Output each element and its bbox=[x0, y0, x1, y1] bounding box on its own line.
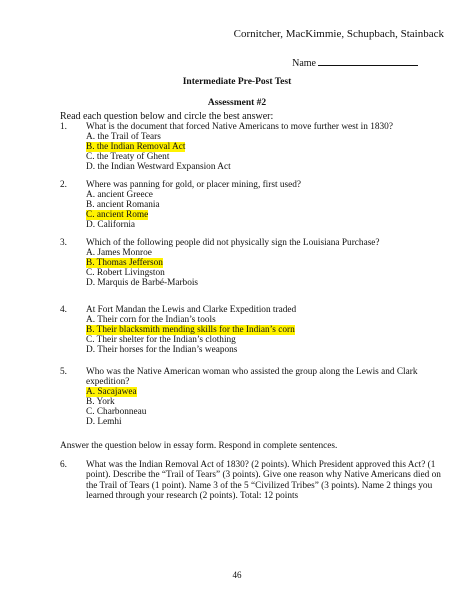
answer-option-d: D. Marquis de Barbé-Marbois bbox=[86, 278, 199, 288]
question-number: 4. bbox=[60, 305, 67, 315]
question-text: At Fort Mandan the Lewis and Clarke Expedition traded bbox=[86, 305, 297, 315]
question-text: Which of the following people did not physically sign the Louisiana Purchase? bbox=[86, 238, 380, 248]
answer-option-c-highlighted: C. ancient Rome bbox=[86, 210, 149, 220]
essay-line-4: learned through your research (2 points). Total: 12 points bbox=[86, 490, 299, 501]
answer-option-a: A. the Trail of Tears bbox=[86, 132, 161, 142]
question-text-line-2: expedition? bbox=[86, 377, 130, 387]
name-blank bbox=[318, 57, 418, 66]
essay-line-2: point). Describe the “Trail of Tears” (3 points). Give one reason why Native Americans died on bbox=[86, 470, 441, 481]
answer-option-b: B. ancient Romania bbox=[86, 200, 160, 210]
answer-option-c: C. the Treaty of Ghent bbox=[86, 152, 170, 162]
answer-option-c: C. Their shelter for the Indian’s clothing bbox=[86, 335, 236, 345]
answer-option-b: B. York bbox=[86, 397, 115, 407]
page-number: 46 bbox=[232, 570, 242, 580]
answer-option-a-highlighted: A. Sacajawea bbox=[86, 387, 137, 397]
answer-option-d: D. California bbox=[86, 220, 136, 230]
answer-option-d: D. Lemhi bbox=[86, 417, 122, 427]
essay-instructions: Answer the question below in essay form. Respond in complete sentences. bbox=[60, 441, 338, 451]
answer-option-c: C. Charbonneau bbox=[86, 407, 147, 417]
answer-option-d: D. the Indian Westward Expansion Act bbox=[86, 162, 231, 172]
assessment-subtitle: Assessment #2 bbox=[207, 98, 267, 108]
author-header: Cornitcher, MacKimmie, Schupbach, Stainback bbox=[233, 28, 444, 40]
question-number: 2. bbox=[60, 180, 67, 190]
answer-option-a: A. Their corn for the Indian’s tools bbox=[86, 315, 216, 325]
answer-option-c: C. Robert Livingston bbox=[86, 268, 165, 278]
answer-option-b-highlighted: B. the Indian Removal Act bbox=[86, 142, 186, 152]
question-number: 5. bbox=[60, 367, 67, 377]
answer-option-a: A. James Monroe bbox=[86, 248, 152, 258]
name-field bbox=[292, 57, 418, 69]
test-title: Intermediate Pre-Post Test bbox=[182, 77, 292, 87]
question-text: Where was panning for gold, or placer mining, first used? bbox=[86, 180, 302, 190]
instructions: Read each question below and circle the best answer: bbox=[60, 111, 274, 122]
essay-line-3: the Trail of Tears (1 point). Name 3 of the 5 “Civilized Tribes” (3 points). Name 2 things you bbox=[86, 480, 433, 491]
question-text-line-1: Who was the Native American woman who assisted the group along the Lewis and Clark bbox=[86, 367, 418, 377]
question-number: 1. bbox=[60, 122, 67, 132]
answer-option-b-highlighted: B. Thomas Jefferson bbox=[86, 258, 163, 268]
essay-line-1: What was the Indian Removal Act of 1830? (2 points). Which President approved this Act? (1 bbox=[86, 460, 436, 470]
name-label: Name bbox=[292, 58, 316, 69]
question-number: 6. bbox=[60, 460, 67, 470]
answer-option-b-highlighted: B. Their blacksmith mending skills for the Indian’s corn bbox=[86, 325, 295, 335]
question-text: What is the document that forced Native Americans to move further west in 1830? bbox=[86, 122, 393, 132]
answer-option-a: A. ancient Greece bbox=[86, 190, 153, 200]
answer-option-d: D. Their horses for the Indian’s weapons bbox=[86, 345, 238, 355]
question-number: 3. bbox=[60, 238, 67, 248]
